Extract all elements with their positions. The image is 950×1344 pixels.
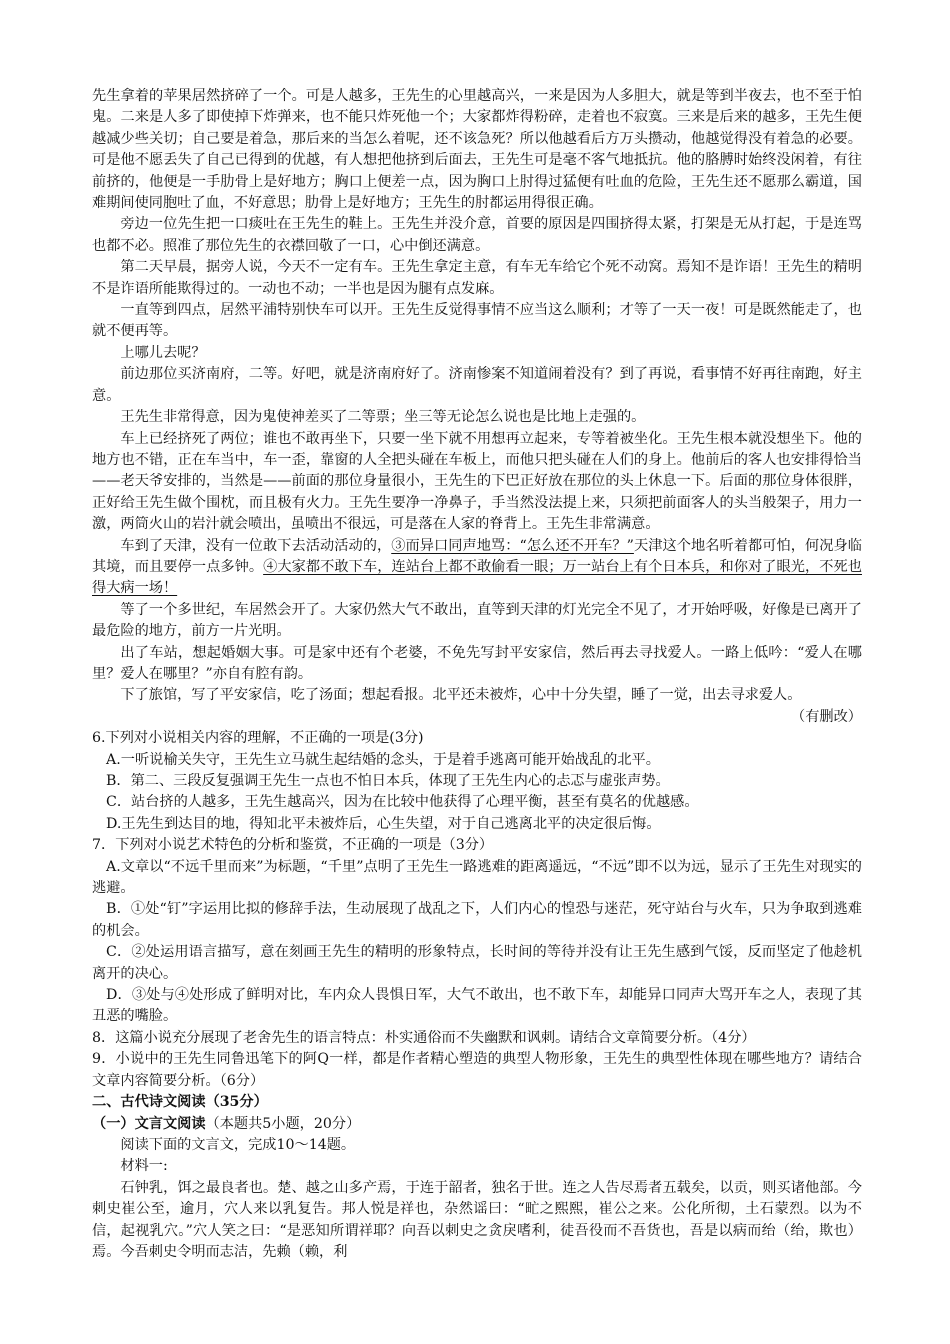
question-7-option-b: B．①处“钉”字运用比拟的修辞手法，生动展现了战乱之下，人们内心的惶恐与迷茫，死守站台与火车，只为争取到逃难的机会。 xyxy=(92,901,862,939)
question-7-option-a: A.文章以“不远千里而来”为标题，“千里”点明了王先生一路逃难的距离遥远，“不远”即不以为远，显示了王先生对现实的逃避。 xyxy=(92,858,862,897)
question-6-option-b: B．第二、三段反复强调王先生一点也不怕日本兵，体现了王先生内心的忐忑与虚张声势。 xyxy=(106,773,670,789)
story-p9-text-c: 天津这个地名听着都可怕，何况身临其境，而且要停一点多钟。 xyxy=(92,537,862,575)
question-6-stem: 6.下列对小说相关内容的理解，不正确的一项是(3分) xyxy=(92,730,424,747)
source-note: （有删改） xyxy=(791,708,862,725)
question-7-stem: 7．下列对小说艺术特色的分析和鉴赏，不正确的一项是（3分） xyxy=(92,837,494,854)
story-paragraph-8: 车上已经挤死了两位；谁也不敢再坐下，只要一坐下就不用想再立起来，专等着被坐化。王先生根本就没想坐下。他的地方也不错，正在车当中，车一歪，靠窗的人全把头碰在车板上，而他只把头碰在人们的身上。他前后的客人也安排得恰当——老天爷安排的，当然是——前面的那位身量很小，王先生的下巴正好放在那位的头上休息一下。后面的那位身体很胖，正好给王先生做个围枕，而且极有火力。王先生要净一净鼻子，手当然没法提上来，只须把前面客人的头当般架子，用力一激，两筒火山的岩汁就会喷出，虽喷出不很远，可是落在人家的脊背上。王先生非常满意。 xyxy=(92,430,862,533)
story-p9-text-a: 车到了天津，没有一位敢下去活动活动的， xyxy=(120,537,392,554)
story-paragraph-4: 一直等到四点，居然平浦特别快车可以开。王先生反觉得事情不应当这么顺利；才等了一天一夜！可是既然能走了，也就不便再等。 xyxy=(92,302,862,340)
subsection-title-text: （一）文言文阅读 xyxy=(92,1115,206,1132)
story-paragraph-1: 先生拿着的苹果居然挤碎了一个。可是人越多，王先生的心里越高兴，一来是因为人多胆大，就是等到半夜去，也不至于怕鬼。二来是人多了即使掉下炸弹来，也不能只炸死他一个；大家都炸得粉碎，走着也不寂寞。三来是后来的越多，王先生便越减少些关切；自己要是着急，那后来的当怎么着呢，还不该急死？所以他越看后方万头攒动，他越觉得没有着急的必要。可是他不愿丢失了自己已得到的优越，有人想把他挤到后面去，王先生可是毫不客气地抵抗。他的胳膊时始终没闲着，有往前挤的，他便是一手肋骨上是好地方；胸口上便差一点，因为胸口上肘得过猛便有吐血的危险，王先生还不愿那么霸道，国难期间使同胞吐了血，不好意思；肋骨上是好地方；王先生的肘都运用得很正确。 xyxy=(92,88,862,212)
question-6-option-d: D.王先生到达目的地，得知北平未被炸后，心生失望，对于自己逃离北平的决定很后悔。 xyxy=(106,815,661,832)
material-text: 石钟乳，饵之最良者也。楚、越之山多产焉，于连于韶者，独名于世。连之人告尽焉者五载矣，以贡，则买诸他部。今刺史崔公至，逾月，穴人来以乳复告。邦人悦是祥也，杂然谣曰：“甿之熙熙，崔公之来。公化所彻，土石蒙烈。以为不信，起视乳穴。”穴人笑之曰：“是恶知所谓祥耶？向吾以刺史之贪戾嗜利，徒吾役而不吾货也，吾是以病而绐（绐，欺也）焉。今吾刺史令明而志洁，先赖（赖，利 xyxy=(92,1179,862,1260)
subsection-title xyxy=(92,1114,862,1135)
story-paragraph-5: 上哪儿去呢？ xyxy=(120,344,206,361)
section-2-instruction: 阅读下面的文言文，完成10～14题。 xyxy=(120,1136,356,1153)
question-6-option-c: C．站台挤的人越多，王先生越高兴，因为在比较中他获得了心理平衡，甚至有莫名的优越感。 xyxy=(106,794,699,811)
story-paragraph-3: 第二天早晨，据旁人说，今天不一定有车。王先生拿定主意，有车无车给它个死不动窝。焉知不是诈语！王先生的精明不是诈语所能欺得过的。一动也不动；一半也是因为腿有点发麻。 xyxy=(92,259,862,297)
story-paragraph-10: 等了一个多世纪，车居然会开了。大家仍然大气不敢出，直等到天津的灯光完全不见了，才开始呼吸，好像是已离开了最危险的地方，前方一片光明。 xyxy=(92,601,862,640)
story-paragraph-7: 王先生非常得意，因为鬼使神差买了二等票；坐三等无论怎么说也是比地上走强的。 xyxy=(120,409,646,426)
story-paragraph-2: 旁边一位先生把一口痰吐在王先生的鞋上。王先生并没介意，首要的原因是四围挤得太紧，打架是无从打起，于是连骂也都不必。照准了那位先生的衣襟回敬了一口，心中倒还满意。 xyxy=(92,216,862,254)
question-6-option-a: A.一听说榆关失守，王先生立马就生起结婚的念头，于是着手逃离可能开始战乱的北平。 xyxy=(106,751,660,768)
question-7-option-c: C．②处运用语言描写，意在刻画王先生的精明的形象特点，长时间的等待并没有让王先生感到气馁，反而坚定了他趁机离开的决心。 xyxy=(92,944,862,982)
question-8: 8．这篇小说充分展现了老舍先生的语言特点：朴实通俗而不失幽默和讽刺。请结合文章简要分析。（4分） xyxy=(92,1029,756,1046)
material-label: 材料一: xyxy=(120,1158,168,1175)
story-paragraph-11: 出了车站，想起婚姻大事。可是家中还有个老婆，不免先写封平安家信，然后再去寻找爱人。一路上低吟：“爱人在哪里？爱人在哪里？”亦自有腔有韵。 xyxy=(92,644,862,682)
exam-page xyxy=(92,86,862,1263)
section-2-title: 二、古代诗文阅读（35分） xyxy=(92,1094,268,1111)
question-7-option-d: D．③处与④处形成了鲜明对比，车内众人畏惧日军，大气不敢出，也不敢下车，却能异口同声大骂开车之人，表现了其丑恶的嘴脸。 xyxy=(92,987,862,1025)
subsection-note: （本题共5小题，20分） xyxy=(205,1115,361,1132)
story-paragraph-12: 下了旅馆，写了平安家信，吃了汤面；想起看报。北平还未被炸，心中十分失望，睡了一觉，出去寻求爱人。 xyxy=(120,687,802,704)
story-paragraph-6: 前边那位买济南府，二等。好吧，就是济南府好了。济南惨案不知道闹着没有？到了再说，看事情不好再往南跑，好主意。 xyxy=(92,366,862,404)
underlined-sentence-4: ④大家都不敢下车，连站台上都不敢偷看一眼；万一站台上有个日本兵，和你对了眼光，不死也得大病一场！ xyxy=(92,558,862,597)
question-9: 9．小说中的王先生同鲁迅笔下的阿Q一样，都是作者精心塑造的典型人物形象，王先生的典型性体现在哪些地方？请结合文章内容简要分析。（6分） xyxy=(92,1051,862,1089)
underlined-sentence-3: ③而异口同声地骂：“怎么还不开车？” xyxy=(391,537,634,554)
story-paragraph-9 xyxy=(92,536,862,600)
